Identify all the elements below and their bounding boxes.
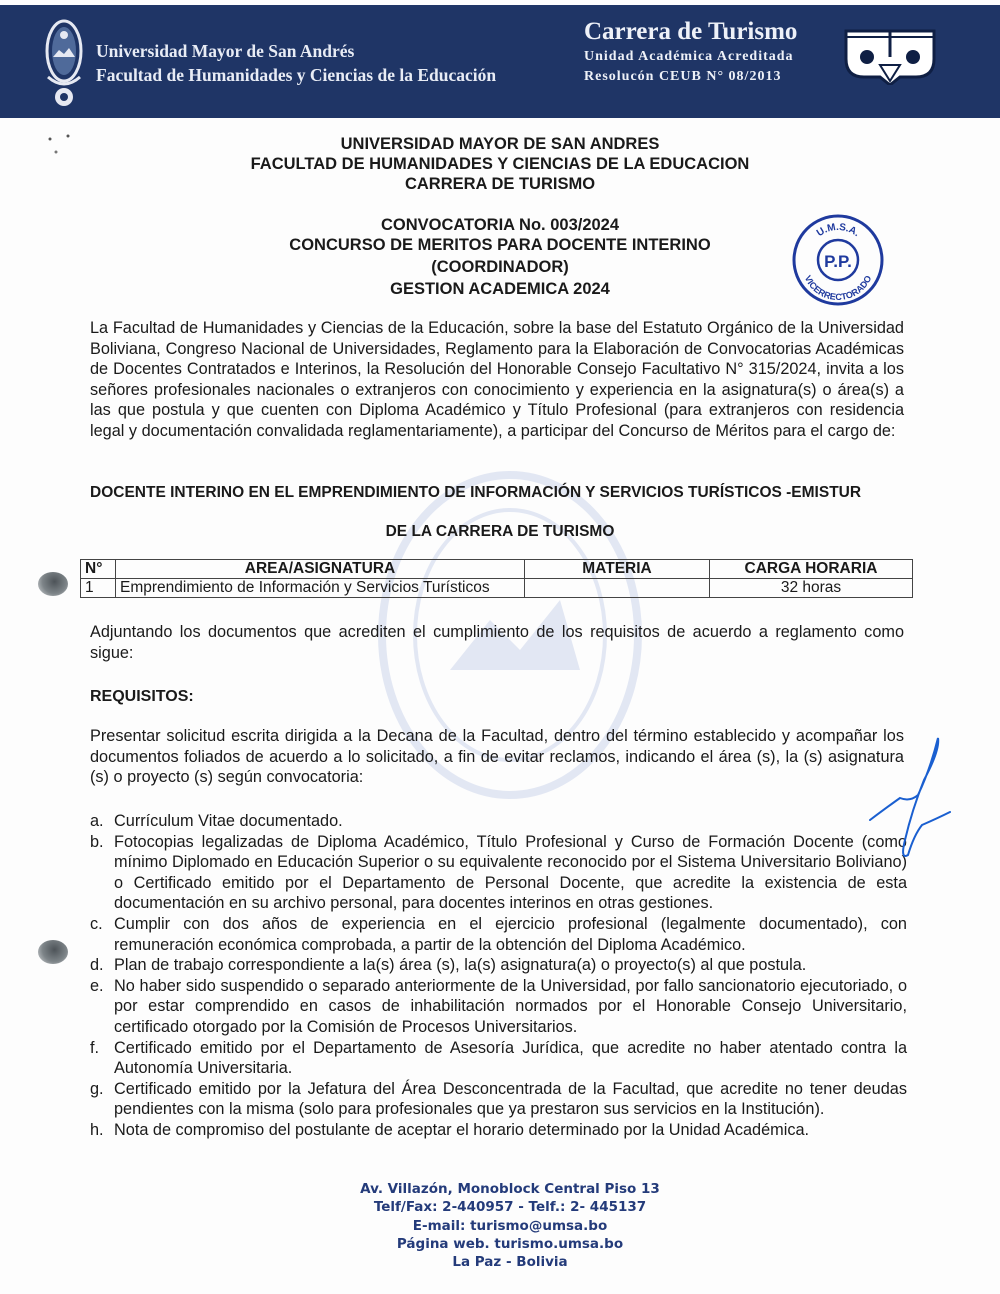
cell-area: Emprendimiento de Información y Servicios Turísticos	[116, 579, 525, 598]
university-crest-icon	[40, 17, 88, 109]
cell-materia	[525, 579, 710, 598]
stamp-top-text: U.M.S.A.	[814, 221, 862, 240]
call-role: (COORDINADOR)	[431, 258, 569, 276]
table-header-row	[81, 560, 913, 579]
header-career: CARRERA DE TURISMO	[404, 175, 596, 193]
requirement-text: Fotocopias legalizadas de Diploma Académico, Título Profesional y Curso de Formación Docente (como mínimo Diplomado en Educación Superior o su equivalente reconocido por el Sistema Universitario Boliviano) o Certificado emitido por el Departamento de Personal Docente, que acredite la existencia de esta documentación en su archivo personal, para docentes interinos en otras gestiones.	[114, 832, 907, 913]
career-block	[584, 17, 797, 87]
requirement-text: Currículum Vitae documentado.	[114, 812, 343, 830]
resolution-text: Resolucón CEUB N° 08/2013	[584, 69, 782, 84]
footer-email: E-mail: turismo@umsa.bo	[412, 1217, 608, 1234]
requirements-title: REQUISITOS:	[90, 688, 194, 705]
call-period: GESTION ACADEMICA 2024	[390, 280, 610, 298]
requirement-letter: f.	[90, 1038, 100, 1057]
requirement-letter: g.	[90, 1079, 104, 1098]
position-title: DOCENTE INTERINO EN EL EMPRENDIMIENTO DE INFORMACIÓN Y SERVICIOS TURÍSTICOS -EMISTUR	[90, 484, 862, 501]
handwritten-signature	[860, 730, 955, 865]
footer-web: Página web. turismo.umsa.bo	[396, 1235, 624, 1252]
col-carga-header: CARGA HORARIA	[710, 560, 913, 579]
requirements-intro: Presentar solicitud escrita dirigida a la Decana de la Facultad, dentro del término establecido y acompañar los documentos foliados de acuerdo a lo solicitado, a fin de evitar reclamos, indicando el área (s), la (s) asignatura (s) o proyecto (s) según convocatoria:	[90, 727, 904, 787]
requirement-item-a	[90, 811, 907, 832]
col-area-header: AREA/ASIGNATURA	[116, 560, 525, 579]
university-name: Universidad Mayor de San Andrés	[96, 41, 355, 61]
footer-phones: Telf/Fax: 2-440957 - Telf.: 2- 445137	[373, 1199, 647, 1216]
positions-table	[80, 559, 913, 598]
letterhead-banner	[0, 5, 1000, 118]
punch-hole	[38, 572, 68, 596]
requirement-text: Certificado emitido por el Departamento de Asesoría Jurídica, que acredite no haber atentado contra la Autonomía Universitaria.	[114, 1038, 907, 1078]
cell-number: 1	[81, 579, 116, 598]
career-name: Carrera de Turismo	[584, 18, 798, 45]
requirement-item-d	[90, 955, 907, 976]
cell-carga: 32 horas	[710, 579, 913, 598]
requirement-item-b	[90, 832, 907, 914]
requirement-item-g	[90, 1079, 907, 1120]
faculty-name: Facultad de Humanidades y Ciencias de la Educación	[96, 65, 497, 85]
requirement-item-h	[90, 1120, 907, 1141]
header-faculty: FACULTAD DE HUMANIDADES Y CIENCIAS DE LA EDUCACION	[250, 155, 750, 173]
requirement-letter: h.	[90, 1120, 104, 1139]
table-row	[81, 579, 913, 598]
svg-text:U.M.S.A.	[815, 222, 862, 239]
requirement-text: Nota de compromiso del postulante de aceptar el horario determinado por la Unidad Académica.	[114, 1120, 810, 1139]
requirement-text: Plan de trabajo correspondiente a la(s) área (s), la(s) asignatura(a) o proyecto(s) al que postula.	[114, 956, 807, 975]
requirement-text: Cumplir con dos años de experiencia en el ejercicio profesional (legalmente documentado), con remuneración económica comprobada, a partir de la obtención del Diploma Académico.	[114, 914, 907, 954]
col-number-header: N°	[81, 560, 116, 579]
footer-city: La Paz - Bolivia	[452, 1254, 568, 1271]
call-number: CONVOCATORIA No. 003/2024	[380, 216, 620, 234]
requirement-item-c	[90, 914, 907, 955]
career-logo-icon	[842, 27, 938, 85]
vicerrectorado-stamp-icon	[790, 212, 886, 308]
intro-paragraph: La Facultad de Humanidades y Ciencias de la Educación, sobre la base del Estatuto Orgánico de la Universidad Boliviana, Congreso Nacional de Universidades, Reglamento para la Elaboración de Convocatorias Académicas de Docentes Contratados e Interinos, la Resolución del Honorable Consejo Facultativo N° 315/2024, invita a los señores profesionales nacionales o extranjeros con conocimiento y experiencia en la asignatura(s) o área(s) a las que postula y que cuenten con Diploma Académico y Título Profesional (para extranjeros con residencia legal y documentación convalidada reglamentariamente), a participar del Concurso de Méritos para el cargo de:	[90, 319, 904, 440]
requirement-letter: d.	[90, 956, 104, 975]
accreditation-text: Unidad Académica Acreditada	[584, 49, 794, 64]
requirement-text: Certificado emitido por la Jefatura del Área Desconcentrada de la Facultad, que acredite no tener deudas pendientes con la misma (solo para profesionales que ya prestaron sus servicios en la Institución).	[114, 1079, 907, 1119]
attach-paragraph: Adjuntando los documentos que acrediten el cumplimiento de los requisitos de acuerdo a reglamento como sigue:	[90, 623, 904, 662]
requirements-list	[90, 811, 907, 1141]
footer-contact	[300, 1180, 720, 1271]
requirement-letter: a.	[90, 812, 104, 830]
requirement-item-e	[90, 976, 907, 1038]
requirement-letter: b.	[90, 832, 104, 851]
punch-hole	[38, 940, 68, 964]
col-materia-header: MATERIA	[525, 560, 710, 579]
requirement-letter: e.	[90, 976, 104, 995]
call-title: CONCURSO DE MERITOS PARA DOCENTE INTERINO	[289, 236, 711, 254]
university-block	[40, 17, 496, 109]
header-university: UNIVERSIDAD MAYOR DE SAN ANDRES	[340, 135, 660, 153]
position-subtitle: DE LA CARRERA DE TURISMO	[385, 523, 615, 540]
stamp-ring-text: VICERRECTORADO	[802, 273, 874, 303]
footer-address: Av. Villazón, Monoblock Central Piso 13	[360, 1181, 660, 1197]
requirement-item-f	[90, 1038, 907, 1079]
requirement-letter: c.	[90, 914, 103, 933]
stamp-center-text: P.P.	[824, 252, 852, 271]
requirement-text: No haber sido suspendido o separado anteriormente de la Universidad, por fallo sancionatorio ejecutoriado, o por estar comprendido en casos de inhabilitación normados por el Honorable Consejo Universitario, certificado otorgado por la Comisión de Procesos Universitarios.	[114, 976, 907, 1036]
